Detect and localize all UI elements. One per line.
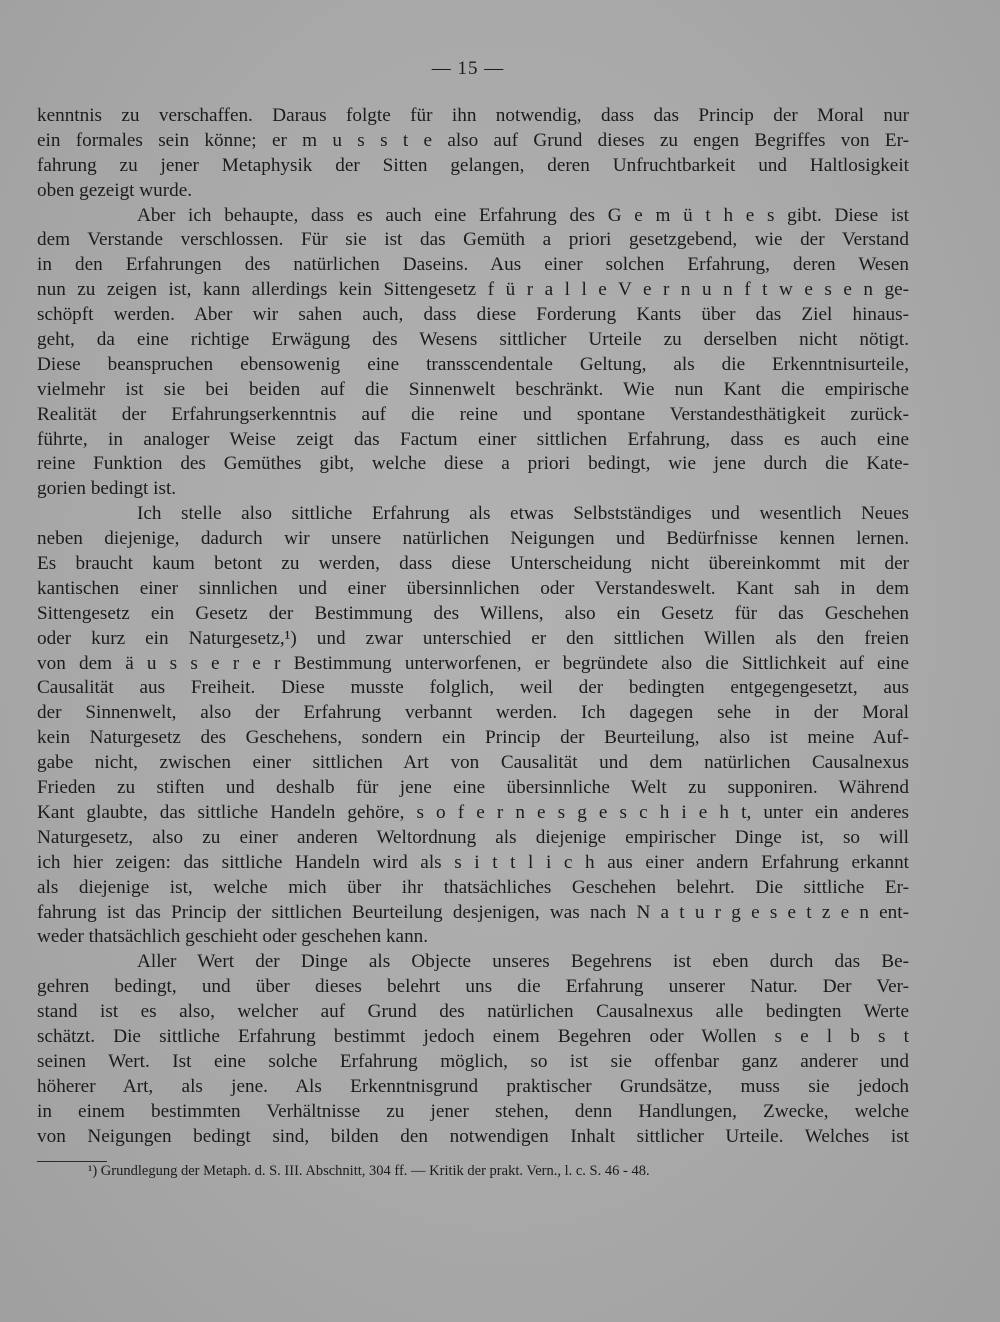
text-line: kantischen einer sinnlichen und einer übersinnlichen oder Verstandeswelt. Kant sah in dem: [37, 577, 909, 599]
text-line: stand ist es also, welcher auf Grund des natürlichen Causalnexus alle bedingten Werte: [37, 1001, 909, 1023]
text-line: Ich stelle also sittliche Erfahrung als etwas Selbstständiges und wesentlich Neues: [137, 503, 909, 525]
text-line: der Sinnenwelt, also der Erfahrung verbannt werden. Ich dagegen sehe in der Moral: [37, 702, 909, 724]
text-line: in den Erfahrungen des natürlichen Daseins. Aus einer solchen Erfahrung, deren Wesen: [37, 254, 909, 276]
text-line: Aber ich behaupte, dass es auch eine Erfahrung des G e m ü t h e s gibt. Diese ist: [137, 204, 909, 226]
text-line: von dem ä u s s e r e r Bestimmung unterworfenen, er begründete also die Sittlichkeit auf eine: [37, 652, 909, 674]
text-line: fahrung ist das Princip der sittlichen Beurteilung desjenigen, was nach N a t u r g e s e t z e n ent-: [37, 901, 909, 923]
text-line: oben gezeigt wurde.: [37, 179, 193, 201]
page-number: — 15 —: [431, 58, 505, 79]
text-line: fahrung zu jener Metaphysik der Sitten gelangen, deren Unfruchtbarkeit und Haltlosigkeit: [37, 154, 909, 176]
body-text: [37, 104, 909, 1149]
text-line: kein Naturgesetz des Geschehens, sondern ein Princip der Beurteilung, also ist meine Auf-: [37, 727, 909, 749]
text-line: Diese beanspruchen ebensowenig eine transscendentale Geltung, als die Erkenntnisurteile,: [37, 353, 909, 375]
text-line: ein formales sein könne; er m u s s t e also auf Grund dieses zu engen Begriffes von Er-: [37, 129, 909, 151]
text-line: vielmehr ist sie bei beiden auf die Sinnenwelt beschränkt. Wie nun Kant die empirische: [37, 378, 909, 400]
text-line: Causalität aus Freiheit. Diese musste folglich, weil der bedingten entgegengesetzt, aus: [37, 677, 909, 699]
text-line: nun zu zeigen ist, kann allerdings kein Sittengesetz f ü r a l l e V e r n u n f t w e s e n ge-: [37, 279, 909, 301]
paragraph: [37, 104, 909, 204]
text-line: geht, da eine richtige Erwägung des Wesens sittlicher Urteile zu derselben nicht nötigt.: [37, 329, 909, 351]
text-line: Naturgesetz, also zu einer anderen Weltordnung als diejenige empirischer Dinge ist, so will: [37, 826, 909, 848]
text-line: dem Verstande verschlossen. Für sie ist das Gemüth a priori gesetzgebend, wie der Verstand: [37, 229, 909, 251]
text-line: in einem bestimmten Verhältnisse zu jener stehen, denn Handlungen, Zwecke, welche: [37, 1100, 909, 1122]
text-line: führte, in analoger Weise zeigt das Factum einer sittlichen Erfahrung, dass es auch eine: [37, 428, 909, 450]
text-line: neben diejenige, dadurch wir unsere natürlichen Neigungen und Bedürfnisse kennen lernen.: [37, 528, 909, 550]
footnote: ¹) Grundlegung der Metaph. d. S. III. Abschnitt, 304 ff. — Kritik der prakt. Vern., l. c. S. 46 - 48.: [88, 1163, 650, 1179]
text-line: höherer Art, als jene. Als Erkenntnisgrund praktischer Grundsätze, muss sie jedoch: [37, 1075, 909, 1097]
text-line: Frieden zu stiften und deshalb für jene eine übersinnliche Welt zu supponiren. Während: [37, 777, 909, 799]
text-line: schätzt. Die sittliche Erfahrung bestimmt jedoch einem Begehren oder Wollen s e l b s t: [37, 1025, 909, 1047]
text-line: als diejenige ist, welche mich über ihr thatsächliches Geschehen belehrt. Die sittliche Er-: [37, 876, 909, 898]
paragraph: [37, 502, 909, 950]
footnote-divider: [37, 1161, 107, 1162]
text-line: gorien bedingt ist.: [37, 478, 177, 500]
paragraph: [37, 950, 909, 1149]
text-line: oder kurz ein Naturgesetz,¹) und zwar unterschied er den sittlichen Willen als den freien: [37, 627, 909, 649]
text-line: gehren bedingt, und über dieses belehrt uns die Erfahrung unserer Natur. Der Ver-: [37, 976, 909, 998]
text-line: von Neigungen bedingt sind, bilden den notwendigen Inhalt sittlicher Urteile. Welches ist: [37, 1125, 909, 1147]
text-line: Es braucht kaum betont zu werden, dass diese Unterscheidung nicht übereinkommt mit der: [37, 553, 909, 575]
text-line: ich hier zeigen: das sittliche Handeln wird als s i t t l i c h aus einer andern Erfahrung erkannt: [37, 851, 909, 873]
text-line: reine Funktion des Gemüthes gibt, welche diese a priori bedingt, wie jene durch die Kate-: [37, 453, 909, 475]
text-line: Aller Wert der Dinge als Objecte unseres Begehrens ist eben durch das Be-: [137, 951, 909, 973]
paragraph: [37, 204, 909, 503]
text-line: kenntnis zu verschaffen. Daraus folgte für ihn notwendig, dass das Princip der Moral nur: [37, 105, 909, 126]
text-line: Sittengesetz ein Gesetz der Bestimmung des Willens, also ein Gesetz für das Geschehen: [37, 602, 909, 624]
text-line: Realität der Erfahrungserkenntnis auf die reine und spontane Verstandesthätigkeit zurück-: [37, 403, 909, 425]
text-line: Kant glaubte, das sittliche Handeln gehöre, s o f e r n e s g e s c h i e h t, unter ein anderes: [37, 801, 909, 823]
text-line: gabe nicht, zwischen einer sittlichen Art von Causalität und dem natürlichen Causalnexus: [37, 752, 909, 774]
text-line: seinen Wert. Ist eine solche Erfahrung möglich, so ist sie offenbar ganz anderer und: [37, 1050, 909, 1072]
text-line: schöpft werden. Aber wir sahen auch, dass diese Forderung Kants über das Ziel hinaus-: [37, 304, 909, 326]
text-line: weder thatsächlich geschieht oder geschehen kann.: [37, 926, 429, 948]
